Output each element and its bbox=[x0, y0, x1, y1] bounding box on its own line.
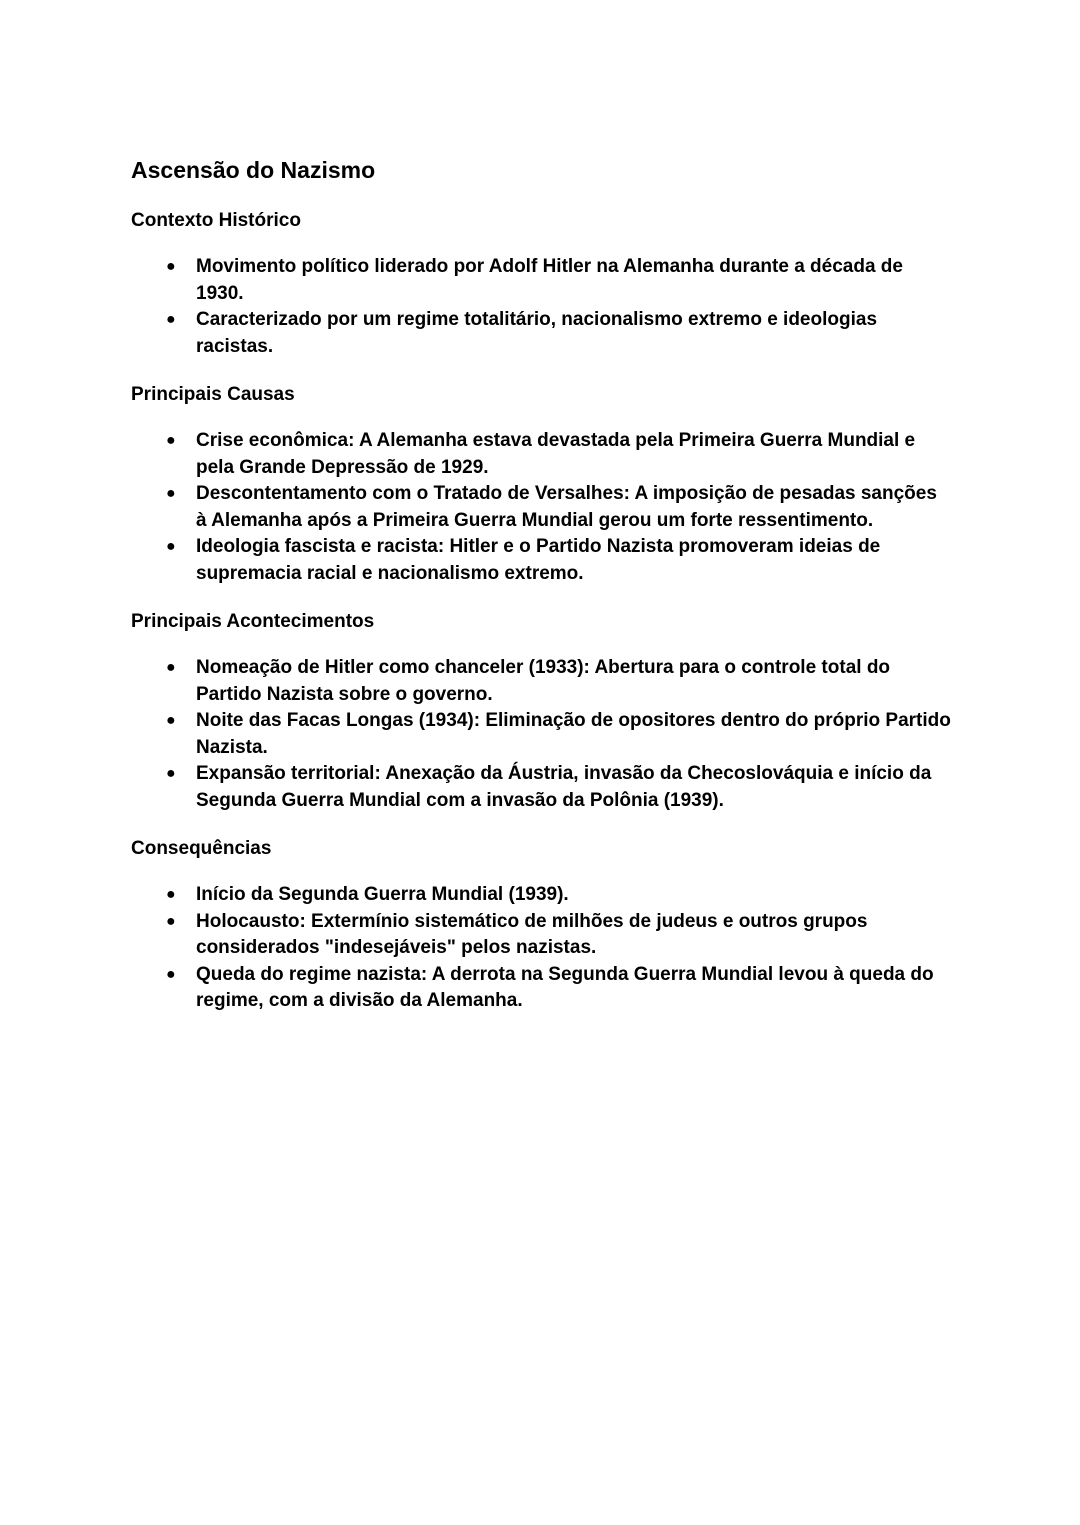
list-item-text: Noite das Facas Longas (1934): Eliminação de opositores dentro do próprio Partido Nazista. bbox=[196, 710, 951, 758]
list-item bbox=[131, 655, 951, 708]
list-item-text: Holocausto: Extermínio sistemático de milhões de judeus e outros grupos considerados "indesejáveis" pelos nazistas. bbox=[196, 910, 868, 958]
section-contexto-historico bbox=[131, 208, 951, 360]
list-item-text: Expansão territorial: Anexação da Áustria, invasão da Checoslováquia e início da Segunda Guerra Mundial com a invasão da Polônia (1939). bbox=[196, 763, 932, 811]
section-heading: Principais Causas bbox=[131, 384, 295, 405]
bullet-icon: ● bbox=[166, 538, 176, 555]
bullet-icon: ● bbox=[166, 432, 176, 449]
bullet-icon: ● bbox=[166, 659, 176, 676]
list-item-text: Início da Segunda Guerra Mundial (1939). bbox=[196, 884, 569, 905]
list-item-text: Descontentamento com o Tratado de Versalhes: A imposição de pesadas sanções à Alemanha após a Primeira Guerra Mundial gerou um forte ressentimento. bbox=[196, 483, 937, 531]
list-item bbox=[131, 254, 951, 307]
list-item bbox=[131, 428, 951, 481]
section-principais-acontecimentos bbox=[131, 609, 951, 814]
bullet-list bbox=[131, 428, 951, 587]
list-item bbox=[131, 761, 951, 814]
bullet-icon: ● bbox=[166, 912, 176, 930]
list-item-text: Crise econômica: A Alemanha estava devastada pela Primeira Guerra Mundial e pela Grande Depressão de 1929. bbox=[196, 430, 916, 478]
bullet-icon: ● bbox=[166, 712, 176, 729]
list-item bbox=[131, 882, 951, 909]
list-item-text: Caracterizado por um regime totalitário, nacionalismo extremo e ideologias racistas. bbox=[196, 309, 878, 357]
list-item-text: Movimento político liderado por Adolf Hitler na Alemanha durante a década de 1930. bbox=[196, 256, 903, 304]
section-heading: Consequências bbox=[131, 838, 272, 859]
list-item bbox=[131, 909, 951, 962]
list-item-text: Queda do regime nazista: A derrota na Segunda Guerra Mundial levou à queda do regime, com a divisão da Alemanha. bbox=[196, 963, 934, 1011]
bullet-list bbox=[131, 655, 951, 814]
bullet-icon: ● bbox=[166, 765, 176, 782]
bullet-list bbox=[131, 254, 951, 360]
section-consequencias bbox=[131, 836, 951, 1015]
bullet-icon: ● bbox=[166, 886, 176, 903]
list-item bbox=[131, 962, 951, 1015]
list-item-text: Ideologia fascista e racista: Hitler e o Partido Nazista promoveram ideias de supremacia racial e nacionalismo extremo. bbox=[196, 536, 881, 584]
bullet-list bbox=[131, 882, 951, 1015]
bullet-icon: ● bbox=[166, 311, 176, 328]
list-item-text: Nomeação de Hitler como chanceler (1933): Abertura para o controle total do Partido Nazista sobre o governo. bbox=[196, 657, 891, 705]
bullet-icon: ● bbox=[166, 258, 176, 275]
section-heading: Contexto Histórico bbox=[131, 210, 301, 231]
list-item bbox=[131, 481, 951, 534]
bullet-icon: ● bbox=[166, 485, 176, 502]
section-heading: Principais Acontecimentos bbox=[131, 611, 375, 632]
document-title: Ascensão do Nazismo bbox=[131, 157, 376, 183]
list-item bbox=[131, 708, 951, 761]
list-item bbox=[131, 307, 951, 360]
section-principais-causas bbox=[131, 382, 951, 587]
document-page bbox=[131, 155, 951, 1037]
bullet-icon: ● bbox=[166, 965, 176, 983]
list-item bbox=[131, 534, 951, 587]
